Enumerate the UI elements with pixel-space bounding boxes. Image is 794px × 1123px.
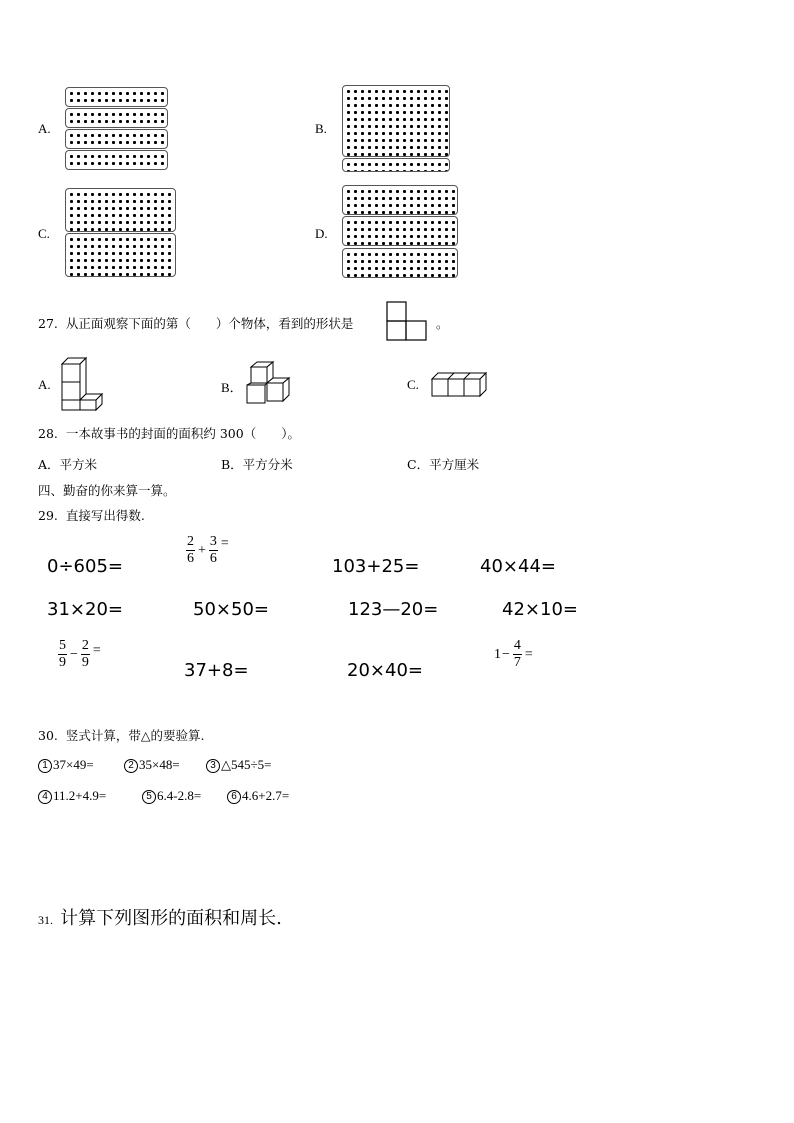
vertical-calc-item — [206, 757, 271, 773]
question-text: 直接写出得数. — [65, 508, 145, 523]
question-31 — [38, 904, 282, 930]
expression: 6.4-2.8= — [157, 788, 202, 803]
dot-block — [342, 248, 458, 278]
question-27 — [38, 314, 353, 332]
option-b-label: B． — [221, 380, 243, 395]
question-number: 30. — [38, 728, 58, 743]
cube-figure-b — [245, 361, 291, 407]
numerator: 5 — [59, 638, 66, 653]
calc-item: 40×44= — [480, 556, 556, 577]
question-text: 计算下列图形的面积和周长. — [60, 908, 282, 929]
fraction-expression — [56, 638, 102, 671]
calc-item: 42×10= — [502, 599, 578, 620]
question-28 — [38, 424, 300, 442]
option-a-label: A. — [38, 121, 51, 136]
section-heading: 四、勤奋的你来算一算。 — [38, 483, 176, 498]
question-end-mark: 。 — [436, 316, 449, 331]
calc-item: 20×40= — [347, 660, 423, 681]
dot-strip — [342, 158, 450, 172]
operator: + — [198, 542, 206, 558]
question-text: 从正面观察下面的第（ ）个物体，看到的形状是 — [65, 316, 354, 331]
cube-figure-c — [430, 369, 490, 399]
option-c-label: C. — [407, 377, 419, 392]
calc-item: 37+8= — [184, 660, 249, 681]
dot-strip — [65, 108, 168, 128]
circled-number: 1 — [38, 759, 52, 773]
calc-item: 123—20= — [348, 599, 439, 620]
circled-number: 6 — [227, 790, 241, 804]
denominator: 9 — [81, 655, 89, 670]
fraction-expression — [494, 638, 534, 671]
operator: − — [70, 646, 78, 662]
dot-block — [65, 233, 176, 277]
dot-strip — [65, 87, 168, 107]
numerator: 2 — [81, 638, 89, 653]
dot-block — [65, 188, 176, 232]
question-text: 竖式计算，带△的要验算. — [65, 728, 205, 743]
q28-option-a: A．平方米 — [38, 457, 98, 472]
whole-number: 1 — [494, 646, 501, 662]
vertical-calc-item — [227, 788, 289, 804]
front-view-shape-figure — [386, 301, 428, 341]
question-number: 28. — [38, 426, 58, 441]
expression: 35×48= — [139, 757, 180, 772]
calc-item: 31×20= — [47, 599, 123, 620]
circled-number: 4 — [38, 790, 52, 804]
q28-option-c: C．平方厘米 — [407, 457, 480, 472]
expression: 4.6+2.7= — [242, 788, 290, 803]
question-number: 29. — [38, 508, 58, 523]
option-c-label: C. — [38, 226, 50, 241]
denominator: 6 — [187, 551, 194, 566]
option-b-label: B. — [315, 121, 327, 136]
vertical-calc-item — [38, 788, 106, 804]
denominator: 7 — [513, 655, 521, 670]
fraction-expression — [184, 534, 230, 567]
numerator: 3 — [209, 534, 217, 549]
vertical-calc-item — [124, 757, 180, 773]
denominator: 9 — [59, 655, 66, 670]
dot-block — [342, 216, 458, 246]
numerator: 2 — [187, 534, 194, 549]
calc-item: 103+25= — [332, 556, 420, 577]
vertical-calc-item — [38, 757, 94, 773]
expression: △545÷5= — [221, 757, 272, 772]
vertical-calc-item — [142, 788, 201, 804]
expression: 37×49= — [53, 757, 94, 772]
circled-number: 2 — [124, 759, 138, 773]
q28-option-b: B．平方分米 — [221, 457, 293, 472]
cube-figure-a — [60, 356, 104, 412]
question-30 — [38, 726, 204, 744]
option-d-label: D. — [315, 226, 328, 241]
question-29 — [38, 506, 145, 524]
dot-block — [342, 85, 450, 157]
circled-number: 5 — [142, 790, 156, 804]
question-number: 27. — [38, 316, 58, 331]
equals-sign: = — [220, 535, 229, 551]
calc-item: 0÷605= — [47, 556, 123, 577]
question-text: 一本故事书的封面的面积约 300（ ）。 — [65, 426, 300, 441]
operator: − — [502, 646, 510, 662]
numerator: 4 — [513, 638, 521, 653]
calc-item: 50×50= — [193, 599, 269, 620]
circled-number: 3 — [206, 759, 220, 773]
dot-block — [342, 185, 458, 215]
equals-sign: = — [524, 646, 533, 662]
option-a-label: A. — [38, 377, 51, 392]
denominator: 6 — [209, 551, 217, 566]
dot-strip — [65, 129, 168, 149]
dot-strip — [65, 150, 168, 170]
question-number: 31. — [38, 913, 53, 927]
equals-sign: = — [92, 642, 101, 658]
expression: 11.2+4.9= — [53, 788, 107, 803]
